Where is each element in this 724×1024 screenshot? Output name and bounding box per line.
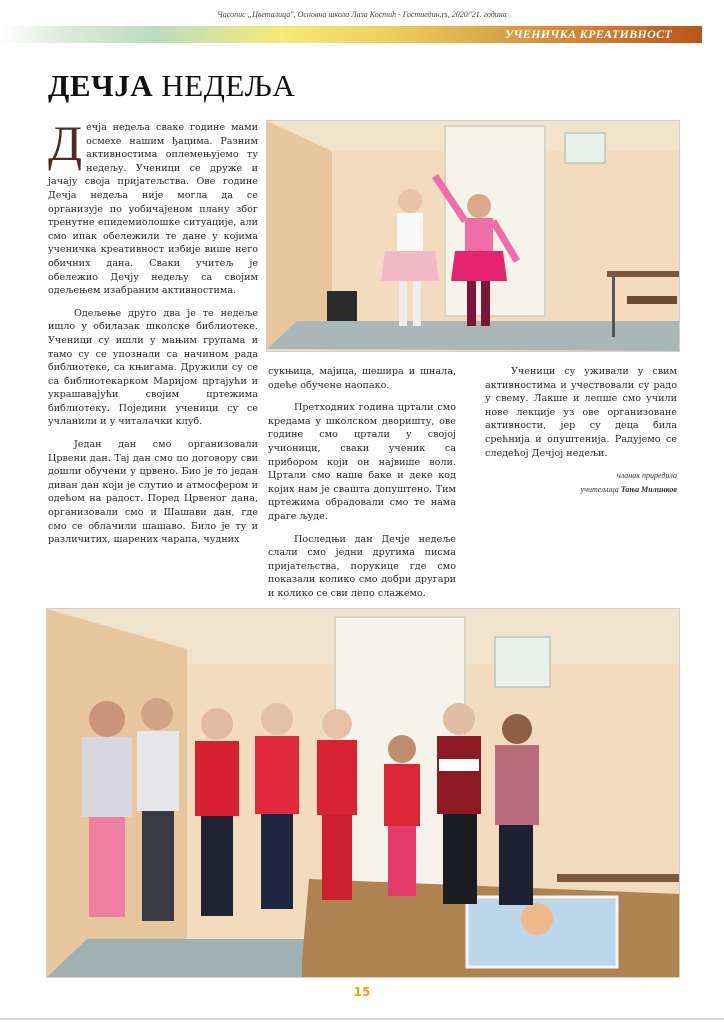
bottom-rule xyxy=(0,1018,724,1020)
photo-class-group-image xyxy=(47,609,679,977)
paragraph-drawing: Претходних година цртали смо кредама у школском дворишту, ове године смо цртали у својој учионици, сваки ученик са прибором који он највише воли. Цртали смо наше баке и деке код којих нам је свашта допуштено. Тим цртежима обрадовали смо те нама драге људе. xyxy=(268,402,456,522)
paragraph-text: ечја недеља сваке године мами осмехе нашим ђацима. Разним активностима оплемењујемо ту недељу. Ученици се друже и јачају своја пријатељства. Ове године Дечја недеља није могла да се организује по уобичајеном плану због тренутне епидемиолошке ситуације, али смо ипак обележили те дане у којима ученичка креативност избије више него обичних дана. Сваки учитељ је обележио Дечју недељу са својим одељењем изабраним активностима. xyxy=(48,122,258,297)
author-credit xyxy=(485,469,677,497)
article-title xyxy=(48,68,295,104)
credit-name: Тања Милинков xyxy=(620,485,677,495)
paragraph-red-day-start: Један дан смо организовали Црвени дан. Тај дан смо по договору сви дошли обучени у црвено. Био је то један диван дан који је слутио и атмосфером и одећом на радост. Поред Црвеног дана, организовали смо и Шашави дан, где смо се облачили шашаво. Било је ту и различитих, шарених чарапа, чудних xyxy=(48,439,258,546)
article-column-3 xyxy=(485,365,677,497)
photo-two-girls-image xyxy=(267,121,679,351)
title-regular: НЕДЕЉА xyxy=(161,68,296,103)
credit-line: чланак приредила xyxy=(616,471,677,481)
article-column-1 xyxy=(48,115,258,556)
page-number: 15 xyxy=(353,985,371,999)
article-column-2 xyxy=(268,365,456,610)
credit-prefix: учитељица xyxy=(580,485,619,495)
paragraph-intro xyxy=(48,115,258,298)
dropcap: Д xyxy=(48,115,83,171)
paragraph-red-day-end: сукњица, мајица, шешира и шнала, одеће обучене наопако. xyxy=(268,366,456,391)
photo-two-girls xyxy=(266,120,680,352)
paragraph-last-day: Последњи дан Дечје недеље слали смо једни другима писма пријатељства, порукице где смо показали колико смо добри другари и колико се сви лепо слажемо. xyxy=(268,533,456,599)
section-banner xyxy=(0,26,702,43)
section-label: УЧЕНИЧКА КРЕАТИВНОСТ xyxy=(504,27,672,41)
running-head: Часопис „Цветалица", Основна школа Лаза Костић - Гостиедин.rs, 2020/'21. година xyxy=(217,10,507,19)
title-bold: ДЕЧЈА xyxy=(48,68,154,103)
paragraph-conclusion: Ученици су уживали у свим активностима и учествовали су радо у свему. Лакше и лепше смо учили нове лекције уз ове организоване активности, јер су деца била срећнија и опуштенија. Радујемо се следећој Дечјој недељи. xyxy=(485,366,677,459)
paragraph-library: Одељење друго два је те недеље ишло у обилазак школске библиотеке. Ученици су ишли у мањим групама и тамо су се упознали са начином рада библиотеке, са књигама. Дружили су се са библиотекарком Маријом цртајући и украшавајући својим цртежима библиотеку. Поједини ученици су се учланили и у читалачки клуб. xyxy=(48,307,258,428)
photo-class-group xyxy=(46,608,680,978)
